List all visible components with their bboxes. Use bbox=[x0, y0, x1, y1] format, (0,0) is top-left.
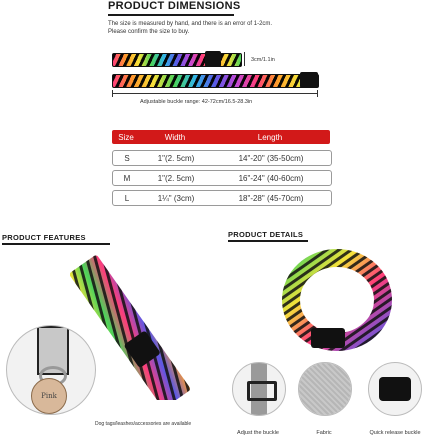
dimensions-title: PRODUCT DIMENSIONS bbox=[108, 0, 241, 12]
features-title-underline bbox=[2, 243, 110, 245]
size-cell: S bbox=[124, 153, 130, 163]
adjust-buckle-circle bbox=[232, 362, 286, 416]
details-title-underline bbox=[228, 240, 308, 242]
caption-adjust-buckle: Adjust the buckle bbox=[237, 430, 279, 436]
collar-image-top bbox=[112, 53, 242, 67]
width-cell: 1¼" (3cm) bbox=[157, 193, 195, 203]
width-cell: 1"(2. 5cm) bbox=[157, 173, 195, 183]
width-cell: 1"(2. 5cm) bbox=[157, 153, 195, 163]
width-label: 3cm/1.1in bbox=[251, 57, 275, 63]
length-cell: 16"-24" (40-60cm) bbox=[238, 173, 304, 183]
size-cell: L bbox=[124, 193, 130, 203]
tag-closeup-circle bbox=[6, 325, 96, 415]
dimensions-note-line1: The size is measured by hand, and there is an error of 1-2cm. bbox=[108, 21, 273, 27]
fabric-circle bbox=[298, 362, 352, 416]
caption-quick-release: Quick release buckle bbox=[369, 430, 421, 436]
collar-image-long bbox=[112, 74, 319, 88]
length-header-cell: Length bbox=[257, 132, 283, 142]
accessories-disclaimer: Dog tags/leashes/accessories are available bbox=[95, 421, 192, 427]
width-indicator-line bbox=[244, 52, 245, 66]
length-cell: 14"-20" (35-50cm) bbox=[238, 153, 304, 163]
caption-fabric: Fabric bbox=[316, 430, 332, 436]
buckle-image-long bbox=[300, 72, 318, 88]
size-header-cell: Size bbox=[118, 132, 134, 142]
fabric-image bbox=[299, 363, 351, 415]
buckle-image-top bbox=[205, 51, 221, 67]
dimensions-note-line2: Please confirm the size to buy. bbox=[108, 29, 190, 35]
details-title: PRODUCT DETAILS bbox=[228, 230, 304, 239]
length-cell: 18"-28" (45-70cm) bbox=[238, 193, 304, 203]
size-table-header bbox=[112, 130, 330, 144]
size-row-l bbox=[112, 190, 332, 206]
size-row-s bbox=[112, 150, 332, 166]
slider-buckle-image bbox=[247, 381, 277, 401]
buckle-range-tick-left bbox=[112, 90, 113, 97]
buckle-range-line bbox=[112, 93, 318, 94]
size-cell: M bbox=[123, 173, 131, 183]
width-header-cell: Width bbox=[164, 132, 186, 142]
quick-release-circle bbox=[368, 362, 422, 416]
dimensions-title-underline bbox=[108, 14, 234, 16]
dog-tag-text: Pink bbox=[41, 392, 57, 400]
release-buckle-image bbox=[379, 377, 411, 401]
size-row-m bbox=[112, 170, 332, 186]
buckle-range-tick-right bbox=[317, 90, 318, 97]
dog-tag-image bbox=[31, 378, 67, 414]
features-title: PRODUCT FEATURES bbox=[2, 233, 86, 242]
ring-collar-image bbox=[278, 248, 396, 360]
buckle-range-label: Adjustable buckle range: 42-72cm/16.5-28.3in bbox=[140, 99, 253, 105]
